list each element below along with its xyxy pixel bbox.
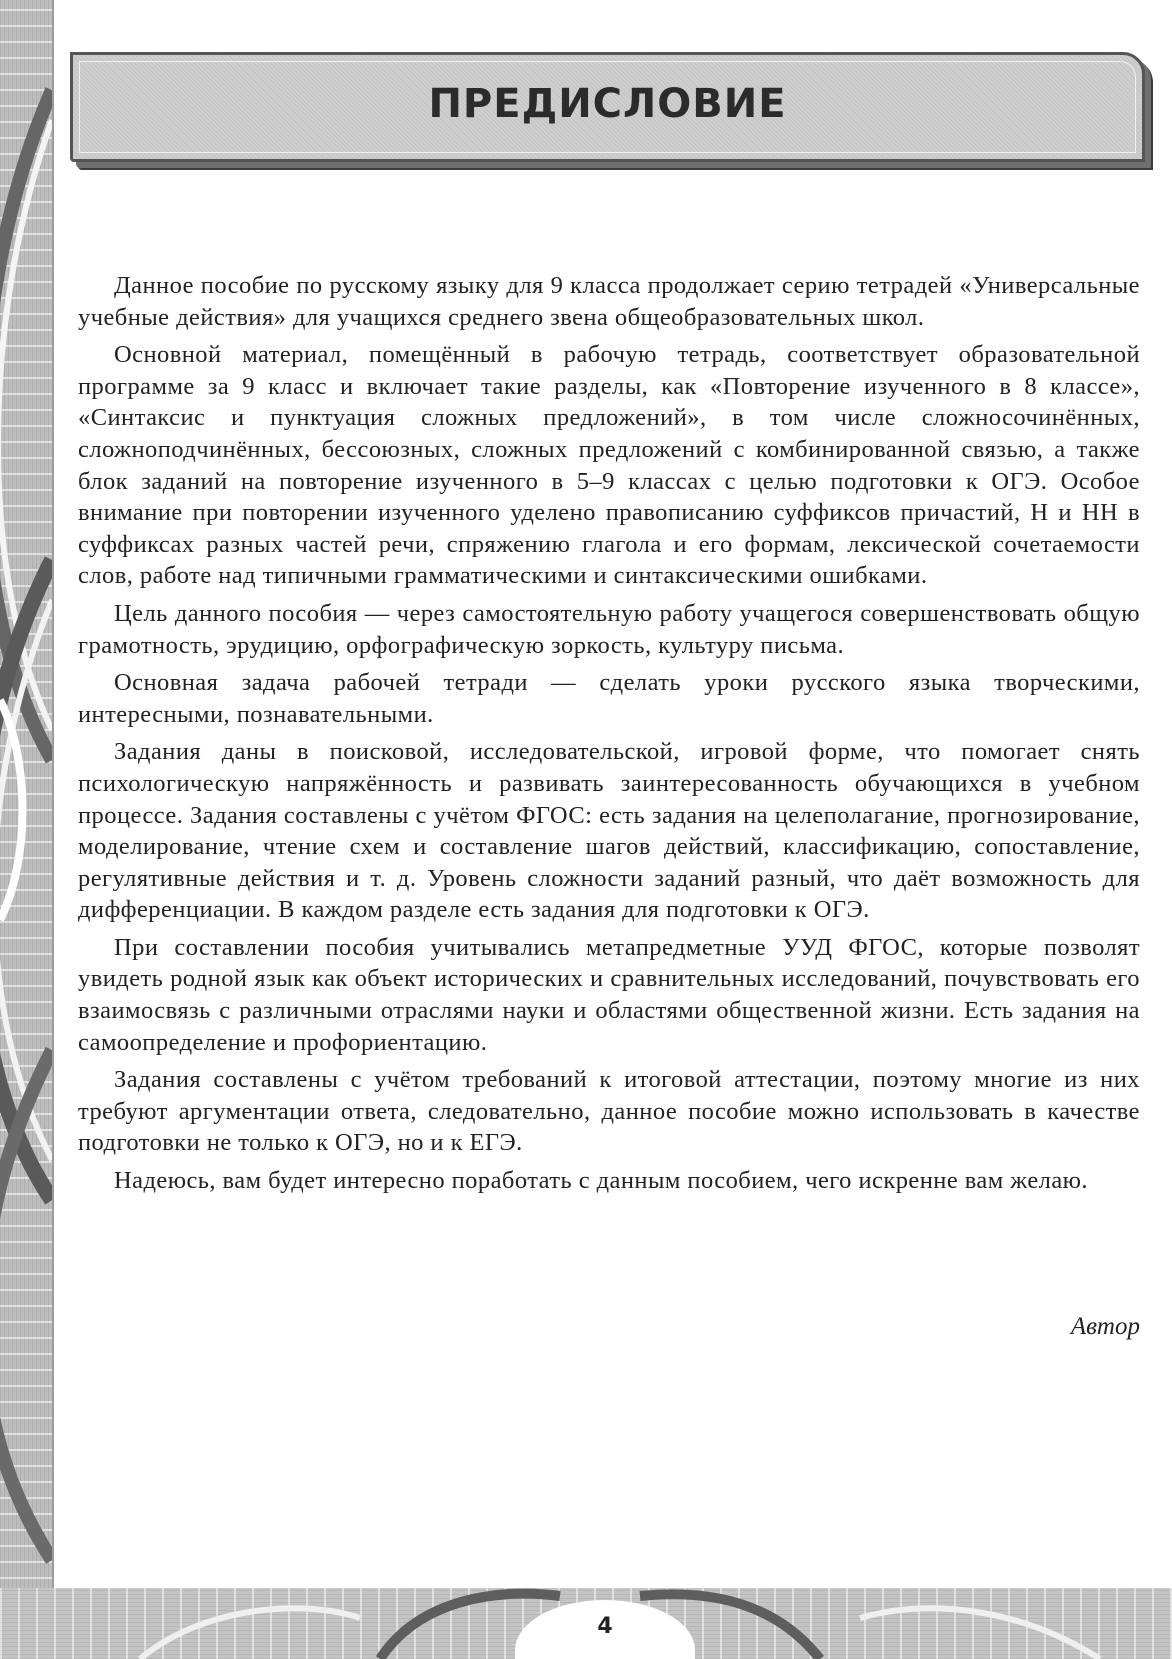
paragraph-7: Задания составлены с учётом требований к итоговой аттестации, поэтому многие из них требуют аргументации ответа, следовательно, данное пособие можно использовать в качестве подготовки не только к ОГЭ, но и к ЕГЭ.: [78, 1066, 1140, 1157]
author-signature: Автор: [1070, 1313, 1140, 1340]
paragraph-4: Основная задача рабочей тетради — сделать уроки русского языка творческими, интересными, познавательными.: [78, 669, 1140, 728]
page-title: ПРЕДИСЛОВИЕ: [428, 81, 787, 127]
paragraph-5: Задания даны в поисковой, исследовательской, игровой форме, что помогает снять психологическую напряжённость и развивать заинтересованность обучающихся в учебном процессе. Задания составлены с учётом ФГОС: есть задания на целеполагание, прогнозирование, моделирование, чтение схем и составление шагов действий, классификацию, сопоставление, регулятивные действия и т. д. Уровень сложности заданий разный, что даёт возможность для дифференциации. В каждом разделе есть задания для подготовки к ОГЭ.: [78, 738, 1140, 924]
paragraph-8: Надеюсь, вам будет интересно поработать с данным пособием, чего искренне вам желаю.: [114, 1167, 1088, 1195]
paragraph-1: Данное пособие по русскому языку для 9 класса продолжает серию тетрадей «Универсальные учебные действия» для учащихся среднего звена общеобразовательных школ.: [78, 272, 1140, 331]
paragraph-2: Основной материал, помещённый в рабочую тетрадь, соответствует образовательной программе за 9 класс и включает такие разделы, как «Повторение изученного в 8 классе», «Синтаксис и пунктуация сложных предложений», в том числе сложносочинённых, сложноподчинённых, бессоюзных, сложных предложений с комбинированной связью, а также блок заданий на повторение изученного в 5–9 классах с целью подготовки к ОГЭ. Особое внимание при повторении изученного уделено правописанию суффиксов причастий, Н и НН в суффиксах разных частей речи, спряжению глагола и его формам, лексической сочетаемости слов, работе над типичными грамматическими и синтаксическими ошибками.: [78, 341, 1140, 590]
page-number: 4: [597, 1614, 613, 1639]
paragraph-6: При составлении пособия учитывались метапредметные УУД ФГОС, которые позволят увидеть родной язык как объект исторических и сравнительных исследований, почувствовать его взаимосвязь с различными отраслями науки и областями общественной жизни. Есть задания на самоопределение и профориентацию.: [78, 933, 1140, 1056]
title-banner: [70, 52, 1145, 162]
paragraph-3: Цель данного пособия — через самостоятельную работу учащегося совершенствовать общую грамотность, эрудицию, орфографическую зоркость, культуру письма.: [78, 599, 1140, 659]
decorative-side-band: [0, 0, 54, 1659]
side-ornament-icon: [0, 0, 52, 1659]
preface-body: [78, 270, 1140, 1203]
